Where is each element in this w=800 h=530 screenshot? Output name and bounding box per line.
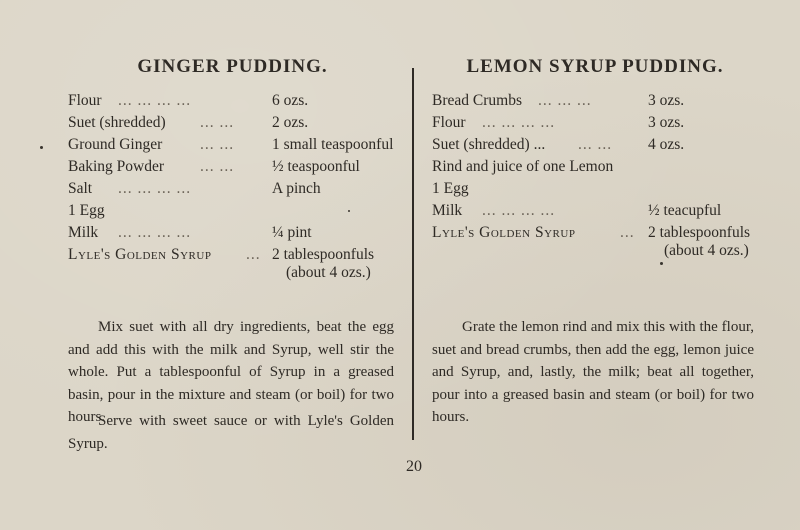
lemon-method-paragraph: Grate the lemon rind and mix this with the flour, suet and bread crumbs, then add the egg, lemon juice and Syrup, and, lastly, the milk; beat all together, pour into a greased basin and steam (or boil) for two hours. — [432, 319, 754, 425]
leader-dots: ... ... — [200, 114, 235, 131]
ingredient-quantity: A pinch — [272, 180, 321, 197]
ginger-serving-paragraph: Serve with sweet sauce or with Lyle's Golden Syrup. — [68, 413, 394, 452]
syrup-amount-note: (about 4 ozs.) — [286, 264, 371, 281]
leader-dots: ... ... ... ... — [118, 92, 192, 109]
leader-dots: ... — [620, 224, 635, 241]
ingredient-name: Suet (shredded) ... — [432, 136, 546, 153]
ingredient-quantity: 6 ozs. — [272, 92, 309, 109]
ingredient-quantity: 2 tablespoonfuls — [648, 224, 751, 241]
ingredient-quantity: ½ teaspoonful — [272, 158, 360, 175]
paper-speck — [348, 210, 350, 212]
leader-dots: ... ... ... ... — [482, 202, 556, 219]
ingredient-quantity: 1 small teaspoonful — [272, 136, 394, 153]
ingredient-name: Milk — [432, 202, 463, 219]
ingredient-name: Flour — [68, 92, 102, 109]
leader-dots: ... ... — [200, 136, 235, 153]
lemon-syrup-pudding-title: LEMON SYRUP PUDDING. — [466, 56, 724, 77]
column-divider — [412, 68, 414, 440]
ingredient-name: Milk — [68, 224, 99, 241]
leader-dots: ... ... ... — [538, 92, 592, 109]
ingredient-name: Rind and juice of one Lemon — [432, 158, 614, 175]
ingredient-name: Lyle's Golden Syrup — [68, 246, 212, 263]
ingredient-name: Salt — [68, 180, 93, 197]
ingredient-quantity: 2 ozs. — [272, 114, 309, 131]
ingredient-name: Baking Powder — [68, 158, 165, 175]
ingredient-name: Ground Ginger — [68, 136, 163, 153]
ingredient-name: Suet (shredded) — [68, 114, 166, 131]
leader-dots: ... ... ... ... — [482, 114, 556, 131]
ginger-method-paragraph: Mix suet with all dry ingredients, beat the egg and add this with the milk and Syrup, well stir the whole. Put a tablespoonful of Syrup in a greased basin, pour in the mixture and steam (or boil) for two hours. — [68, 319, 394, 425]
paper-speck — [40, 146, 43, 149]
leader-dots: ... ... — [200, 158, 235, 175]
ingredient-name: 1 Egg — [432, 180, 469, 197]
ingredient-quantity: 4 ozs. — [648, 136, 685, 153]
paper-speck — [660, 262, 663, 265]
leader-dots: ... — [246, 246, 261, 263]
ingredient-name: 1 Egg — [68, 202, 105, 219]
ingredient-quantity: 3 ozs. — [648, 114, 685, 131]
leader-dots: ... ... — [578, 136, 613, 153]
leader-dots: ... ... ... ... — [118, 224, 192, 241]
ingredient-quantity: ¼ pint — [272, 224, 312, 241]
ingredient-name: Lyle's Golden Syrup — [432, 224, 576, 241]
ingredient-quantity: 3 ozs. — [648, 92, 685, 109]
ingredient-name: Flour — [432, 114, 466, 131]
ingredient-quantity: ½ teacupful — [648, 202, 722, 219]
ingredient-name: Bread Crumbs — [432, 92, 522, 109]
ingredient-quantity: 2 tablespoonfuls — [272, 246, 375, 263]
page-number: 20 — [406, 458, 422, 475]
leader-dots: ... ... ... ... — [118, 180, 192, 197]
ginger-pudding-title: GINGER PUDDING. — [137, 56, 328, 77]
syrup-amount-note: (about 4 ozs.) — [664, 242, 749, 259]
